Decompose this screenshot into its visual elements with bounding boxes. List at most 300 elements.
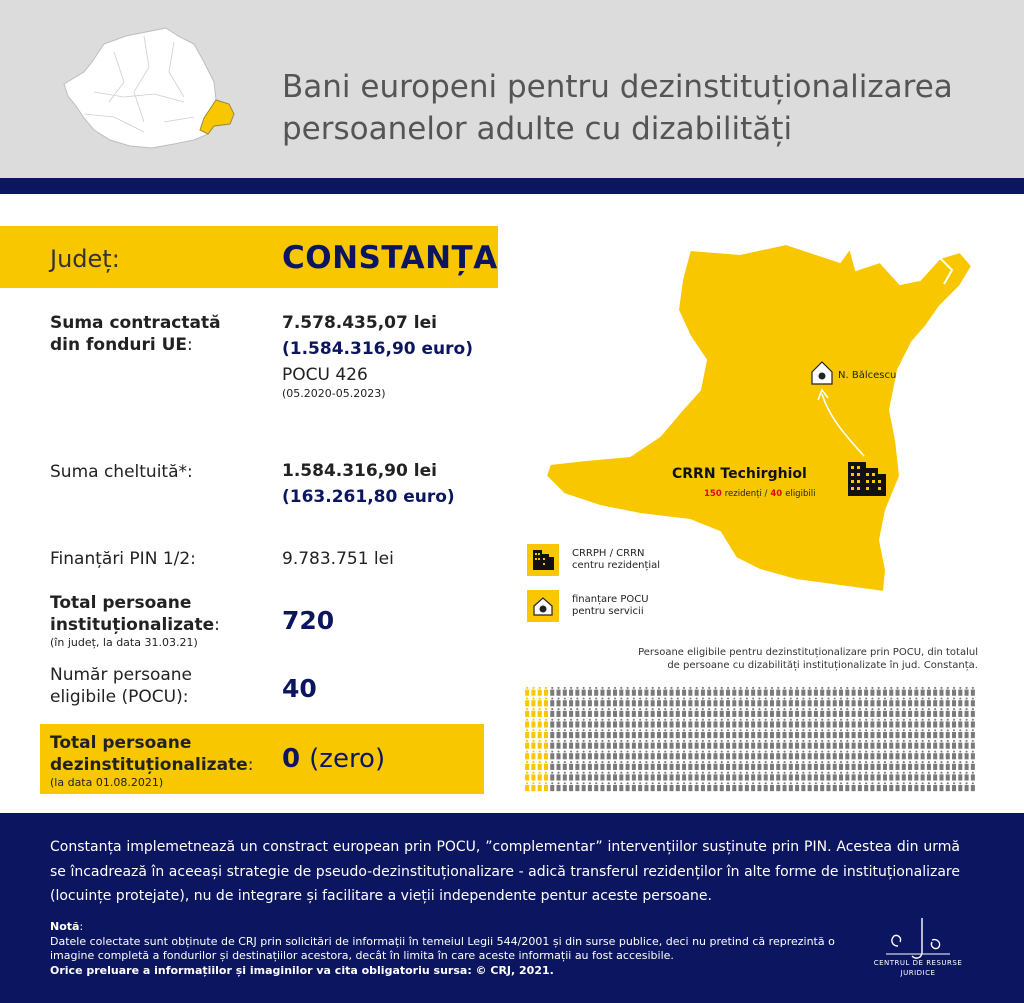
person-figure xyxy=(644,719,648,728)
person-figure xyxy=(575,687,579,696)
person-figure-eligible xyxy=(525,772,529,781)
person-figure xyxy=(550,750,554,759)
person-figure xyxy=(613,729,617,738)
person-figure xyxy=(695,687,699,696)
person-figure xyxy=(845,772,849,781)
person-figure xyxy=(820,729,824,738)
person-figure xyxy=(732,772,736,781)
person-figure xyxy=(575,729,579,738)
person-figure xyxy=(770,761,774,770)
person-figure xyxy=(845,761,849,770)
person-figure xyxy=(958,708,962,717)
person-figure xyxy=(770,772,774,781)
person-figure xyxy=(971,687,975,696)
person-figure xyxy=(751,719,755,728)
person-figure xyxy=(808,687,812,696)
person-figure-eligible xyxy=(525,729,529,738)
person-figure xyxy=(726,740,730,749)
person-figure xyxy=(826,740,830,749)
person-figure xyxy=(764,772,768,781)
legend-building-text xyxy=(572,548,660,572)
person-figure xyxy=(582,772,586,781)
person-figure xyxy=(739,729,743,738)
person-figure xyxy=(927,761,931,770)
person-figure xyxy=(739,687,743,696)
total-institutionalizate-line2: instituționalizate xyxy=(50,615,215,635)
person-figure xyxy=(632,719,636,728)
person-figure xyxy=(707,708,711,717)
person-figure xyxy=(670,719,674,728)
person-figure xyxy=(839,750,843,759)
person-figure xyxy=(720,750,724,759)
person-figure xyxy=(783,719,787,728)
person-figure xyxy=(701,687,705,696)
person-figure xyxy=(808,782,812,791)
person-figure xyxy=(783,772,787,781)
person-figure-eligible xyxy=(531,687,535,696)
person-figure xyxy=(720,719,724,728)
person-figure xyxy=(795,697,799,706)
person-figure xyxy=(600,687,604,696)
person-figure xyxy=(939,719,943,728)
person-figure xyxy=(575,761,579,770)
person-figure-eligible xyxy=(544,719,548,728)
person-figure xyxy=(896,729,900,738)
person-figure xyxy=(908,782,912,791)
person-figure xyxy=(638,687,642,696)
person-figure xyxy=(858,687,862,696)
suma-contractata-label xyxy=(50,312,221,356)
person-figure xyxy=(751,729,755,738)
person-figure xyxy=(902,750,906,759)
person-figure xyxy=(745,708,749,717)
person-figure xyxy=(877,687,881,696)
person-figure xyxy=(695,761,699,770)
person-figure-eligible xyxy=(531,772,535,781)
person-figure xyxy=(745,740,749,749)
person-figure xyxy=(826,697,830,706)
person-figure xyxy=(783,708,787,717)
person-figure xyxy=(638,719,642,728)
eligible-text: eligibili xyxy=(785,489,816,499)
person-figure xyxy=(657,761,661,770)
person-figure xyxy=(638,740,642,749)
person-figure xyxy=(757,772,761,781)
person-figure xyxy=(720,772,724,781)
person-figure xyxy=(902,708,906,717)
person-figure xyxy=(858,740,862,749)
person-figure xyxy=(770,740,774,749)
person-figure xyxy=(795,761,799,770)
person-figure xyxy=(826,782,830,791)
center-stats xyxy=(704,489,815,499)
person-figure xyxy=(651,708,655,717)
person-figure xyxy=(701,750,705,759)
person-figure xyxy=(676,687,680,696)
person-figure xyxy=(933,697,937,706)
person-figure xyxy=(557,697,561,706)
person-figure-eligible xyxy=(544,761,548,770)
person-figure xyxy=(607,761,611,770)
person-figure xyxy=(588,697,592,706)
person-figure xyxy=(889,782,893,791)
person-figure-eligible xyxy=(544,750,548,759)
legend-building-box xyxy=(527,544,559,576)
person-figure-eligible xyxy=(538,761,542,770)
person-figure xyxy=(757,740,761,749)
person-figure xyxy=(801,729,805,738)
person-figure xyxy=(701,729,705,738)
person-figure xyxy=(958,761,962,770)
person-figure xyxy=(607,687,611,696)
person-figure xyxy=(626,719,630,728)
person-figure xyxy=(745,772,749,781)
person-figure xyxy=(600,761,604,770)
person-figure xyxy=(958,687,962,696)
person-figure-eligible xyxy=(525,761,529,770)
person-figure xyxy=(776,687,780,696)
person-figure xyxy=(914,708,918,717)
person-figure xyxy=(607,740,611,749)
person-figure xyxy=(575,697,579,706)
total-dezinstitutionalizate-zero: 0 xyxy=(282,744,301,774)
person-figure xyxy=(575,708,579,717)
person-figure xyxy=(726,782,730,791)
person-figure xyxy=(582,750,586,759)
person-figure xyxy=(732,719,736,728)
person-figure xyxy=(563,719,567,728)
person-figure xyxy=(682,772,686,781)
person-figure xyxy=(883,740,887,749)
person-figure xyxy=(626,761,630,770)
person-figure xyxy=(889,687,893,696)
person-figure-eligible xyxy=(538,729,542,738)
person-figure xyxy=(600,719,604,728)
person-figure xyxy=(613,687,617,696)
person-figure xyxy=(720,761,724,770)
person-figure xyxy=(889,772,893,781)
person-figure xyxy=(745,719,749,728)
title-line-1: Bani europeni pentru dezinstituționalizarea xyxy=(282,69,953,105)
person-figure xyxy=(877,772,881,781)
person-figure xyxy=(877,740,881,749)
person-figure xyxy=(651,697,655,706)
person-figure xyxy=(594,750,598,759)
person-figure xyxy=(726,750,730,759)
person-figure xyxy=(582,761,586,770)
person-figure xyxy=(896,740,900,749)
person-figure xyxy=(801,750,805,759)
person-figure xyxy=(676,708,680,717)
person-figure xyxy=(707,782,711,791)
person-figure xyxy=(582,708,586,717)
residents-text: rezidenți / xyxy=(724,489,768,499)
person-figure xyxy=(569,719,573,728)
person-figure xyxy=(927,740,931,749)
person-figure-eligible xyxy=(525,782,529,791)
person-figure xyxy=(889,750,893,759)
legend-pocu-text xyxy=(572,594,649,618)
person-figure xyxy=(933,729,937,738)
person-figure xyxy=(632,729,636,738)
person-figure xyxy=(588,750,592,759)
person-figure xyxy=(550,772,554,781)
person-figure xyxy=(644,708,648,717)
person-figure xyxy=(921,687,925,696)
person-figure-eligible xyxy=(531,697,535,706)
person-figure xyxy=(600,729,604,738)
person-figure xyxy=(670,772,674,781)
person-figure xyxy=(764,687,768,696)
person-figure xyxy=(670,697,674,706)
person-figure xyxy=(713,697,717,706)
romania-map-icon xyxy=(54,22,244,162)
person-figure xyxy=(569,750,573,759)
suma-contractata-lei: 7.578.435,07 lei xyxy=(282,313,437,333)
person-figure xyxy=(626,772,630,781)
person-figure xyxy=(651,772,655,781)
person-figure xyxy=(632,772,636,781)
person-figure xyxy=(965,708,969,717)
person-figure xyxy=(927,782,931,791)
person-figure xyxy=(864,782,868,791)
person-figure xyxy=(839,729,843,738)
person-figure xyxy=(971,772,975,781)
person-figure xyxy=(783,697,787,706)
person-figure-eligible xyxy=(544,782,548,791)
person-figure xyxy=(720,697,724,706)
person-figure-eligible xyxy=(531,708,535,717)
person-figure xyxy=(971,761,975,770)
person-figure xyxy=(613,750,617,759)
person-figure xyxy=(902,740,906,749)
person-figure xyxy=(644,740,648,749)
crj-logo-line2: JURIDICE xyxy=(900,969,936,977)
person-figure xyxy=(701,708,705,717)
person-figure xyxy=(883,761,887,770)
page-title xyxy=(282,66,1002,150)
person-figure xyxy=(575,740,579,749)
person-figure xyxy=(575,782,579,791)
person-figure xyxy=(921,729,925,738)
person-figure xyxy=(870,729,874,738)
person-figure xyxy=(707,697,711,706)
person-figure xyxy=(852,708,856,717)
person-figure xyxy=(638,761,642,770)
person-figure xyxy=(946,697,950,706)
person-figure xyxy=(676,729,680,738)
person-figure xyxy=(632,697,636,706)
person-figure xyxy=(883,772,887,781)
person-figure xyxy=(676,782,680,791)
person-figure xyxy=(582,719,586,728)
person-figure xyxy=(833,719,837,728)
person-figure xyxy=(676,772,680,781)
person-figure xyxy=(632,687,636,696)
person-figure xyxy=(676,761,680,770)
person-figure xyxy=(814,697,818,706)
person-figure xyxy=(858,708,862,717)
person-figure xyxy=(814,761,818,770)
person-figure xyxy=(933,687,937,696)
person-figure xyxy=(695,697,699,706)
person-figure xyxy=(720,782,724,791)
total-dezinstitutionalizate-line1: Total persoane xyxy=(50,733,192,753)
person-figure xyxy=(914,740,918,749)
person-figure xyxy=(688,708,692,717)
person-figure xyxy=(965,729,969,738)
person-figure xyxy=(958,697,962,706)
person-figure xyxy=(688,719,692,728)
footer-note-colon: : xyxy=(79,920,84,933)
person-figure xyxy=(663,687,667,696)
person-figure xyxy=(952,708,956,717)
person-figure xyxy=(682,697,686,706)
waffle-caption-line1: Persoane eligibile pentru dezinstituționalizare prin POCU, din totalul xyxy=(638,647,978,658)
person-figure xyxy=(695,740,699,749)
person-figure xyxy=(820,761,824,770)
person-figure xyxy=(707,729,711,738)
person-figure xyxy=(638,750,642,759)
person-figure xyxy=(826,687,830,696)
person-figure xyxy=(732,750,736,759)
person-figure xyxy=(663,708,667,717)
person-figure xyxy=(789,772,793,781)
person-figure xyxy=(965,782,969,791)
person-figure xyxy=(745,750,749,759)
footer-note-text: Datele colectate sunt obținute de CRJ prin solicitări de informații în temeiul Legii 544/2001 și din surse publice, deci nu pretind că reprezintă o imagine completă a fondurilor și destinațiilor acestora, decât în limita în care aceste informații au fost accesibile. xyxy=(50,934,835,962)
person-figure xyxy=(588,761,592,770)
person-figure xyxy=(764,761,768,770)
person-figure xyxy=(563,687,567,696)
person-figure xyxy=(939,687,943,696)
suma-contractata-period: (05.2020-05.2023) xyxy=(282,387,386,400)
person-figure xyxy=(663,729,667,738)
person-figure xyxy=(845,729,849,738)
person-figure xyxy=(619,761,623,770)
total-dezinstitutionalizate-zero-text: (zero) xyxy=(309,744,386,774)
person-figure xyxy=(707,740,711,749)
person-figure xyxy=(789,782,793,791)
person-figure xyxy=(582,782,586,791)
person-figure xyxy=(814,750,818,759)
person-figure xyxy=(858,782,862,791)
person-figure-eligible xyxy=(525,740,529,749)
person-figure xyxy=(858,729,862,738)
person-figure xyxy=(902,772,906,781)
footer-note-label: Notă xyxy=(50,920,80,933)
person-figure xyxy=(688,687,692,696)
person-figure xyxy=(889,761,893,770)
person-figure-eligible xyxy=(525,697,529,706)
person-figure xyxy=(858,761,862,770)
footer-paragraph: Constanța implemetnează un constract european prin POCU, ”complementar” intervențiilor susținute prin PIN. Acestea din urmă se încadrează în aceeași strategie de pseudo-dezinstituționalizare - adică transferul rezidenților în alte forme de instituționalizare (locuințe protejate), nu de integrare și facilitare a vieții independente pentur aceste persoane. xyxy=(50,839,960,904)
person-figure xyxy=(751,782,755,791)
person-figure xyxy=(845,740,849,749)
residents-count: 150 xyxy=(704,489,722,499)
person-figure xyxy=(764,729,768,738)
person-figure xyxy=(789,729,793,738)
person-figure xyxy=(927,719,931,728)
person-figure xyxy=(889,729,893,738)
person-figure xyxy=(889,719,893,728)
person-figure xyxy=(858,719,862,728)
person-figure-eligible xyxy=(531,761,535,770)
person-figure xyxy=(670,708,674,717)
person-figure xyxy=(550,687,554,696)
person-figure xyxy=(914,719,918,728)
person-figure xyxy=(808,740,812,749)
person-figure xyxy=(638,729,642,738)
person-figure xyxy=(563,729,567,738)
person-figure xyxy=(870,708,874,717)
person-figure xyxy=(619,772,623,781)
person-figure xyxy=(651,750,655,759)
person-figure xyxy=(776,697,780,706)
person-figure xyxy=(739,761,743,770)
person-figure xyxy=(801,708,805,717)
person-figure xyxy=(864,719,868,728)
person-figure xyxy=(889,740,893,749)
person-figure xyxy=(726,687,730,696)
person-figure xyxy=(613,772,617,781)
person-figure xyxy=(946,761,950,770)
person-figure xyxy=(845,782,849,791)
person-figure xyxy=(682,687,686,696)
person-figure xyxy=(839,687,843,696)
person-figure xyxy=(594,687,598,696)
suma-contractata-label-line1: Suma contractată xyxy=(50,313,221,333)
person-figure xyxy=(914,697,918,706)
total-institutionalizate-value: 720 xyxy=(282,606,335,635)
total-institutionalizate-note: (în județ, la data 31.03.21) xyxy=(50,636,198,649)
person-figure xyxy=(877,697,881,706)
suma-cheltuita-label: Suma cheltuită*: xyxy=(50,462,193,482)
person-figure xyxy=(557,708,561,717)
person-figure xyxy=(588,719,592,728)
person-figure xyxy=(896,687,900,696)
person-figure xyxy=(914,772,918,781)
person-figure xyxy=(952,740,956,749)
person-figure xyxy=(864,772,868,781)
person-figure xyxy=(789,719,793,728)
person-figure xyxy=(751,697,755,706)
person-figure xyxy=(557,687,561,696)
person-figure xyxy=(732,761,736,770)
person-figure xyxy=(663,750,667,759)
eligible-count: 40 xyxy=(770,489,783,499)
person-figure xyxy=(852,697,856,706)
person-figure xyxy=(852,740,856,749)
person-figure xyxy=(896,697,900,706)
person-figure xyxy=(550,708,554,717)
person-figure xyxy=(870,782,874,791)
person-figure xyxy=(764,697,768,706)
person-figure xyxy=(833,782,837,791)
person-figure xyxy=(852,729,856,738)
person-figure xyxy=(965,772,969,781)
person-figure xyxy=(557,729,561,738)
person-figure xyxy=(889,697,893,706)
person-figure xyxy=(826,708,830,717)
person-figure xyxy=(682,761,686,770)
person-figure xyxy=(801,697,805,706)
person-figure xyxy=(839,772,843,781)
person-figure xyxy=(933,782,937,791)
person-figure xyxy=(908,772,912,781)
person-figure xyxy=(826,761,830,770)
person-figure xyxy=(557,740,561,749)
